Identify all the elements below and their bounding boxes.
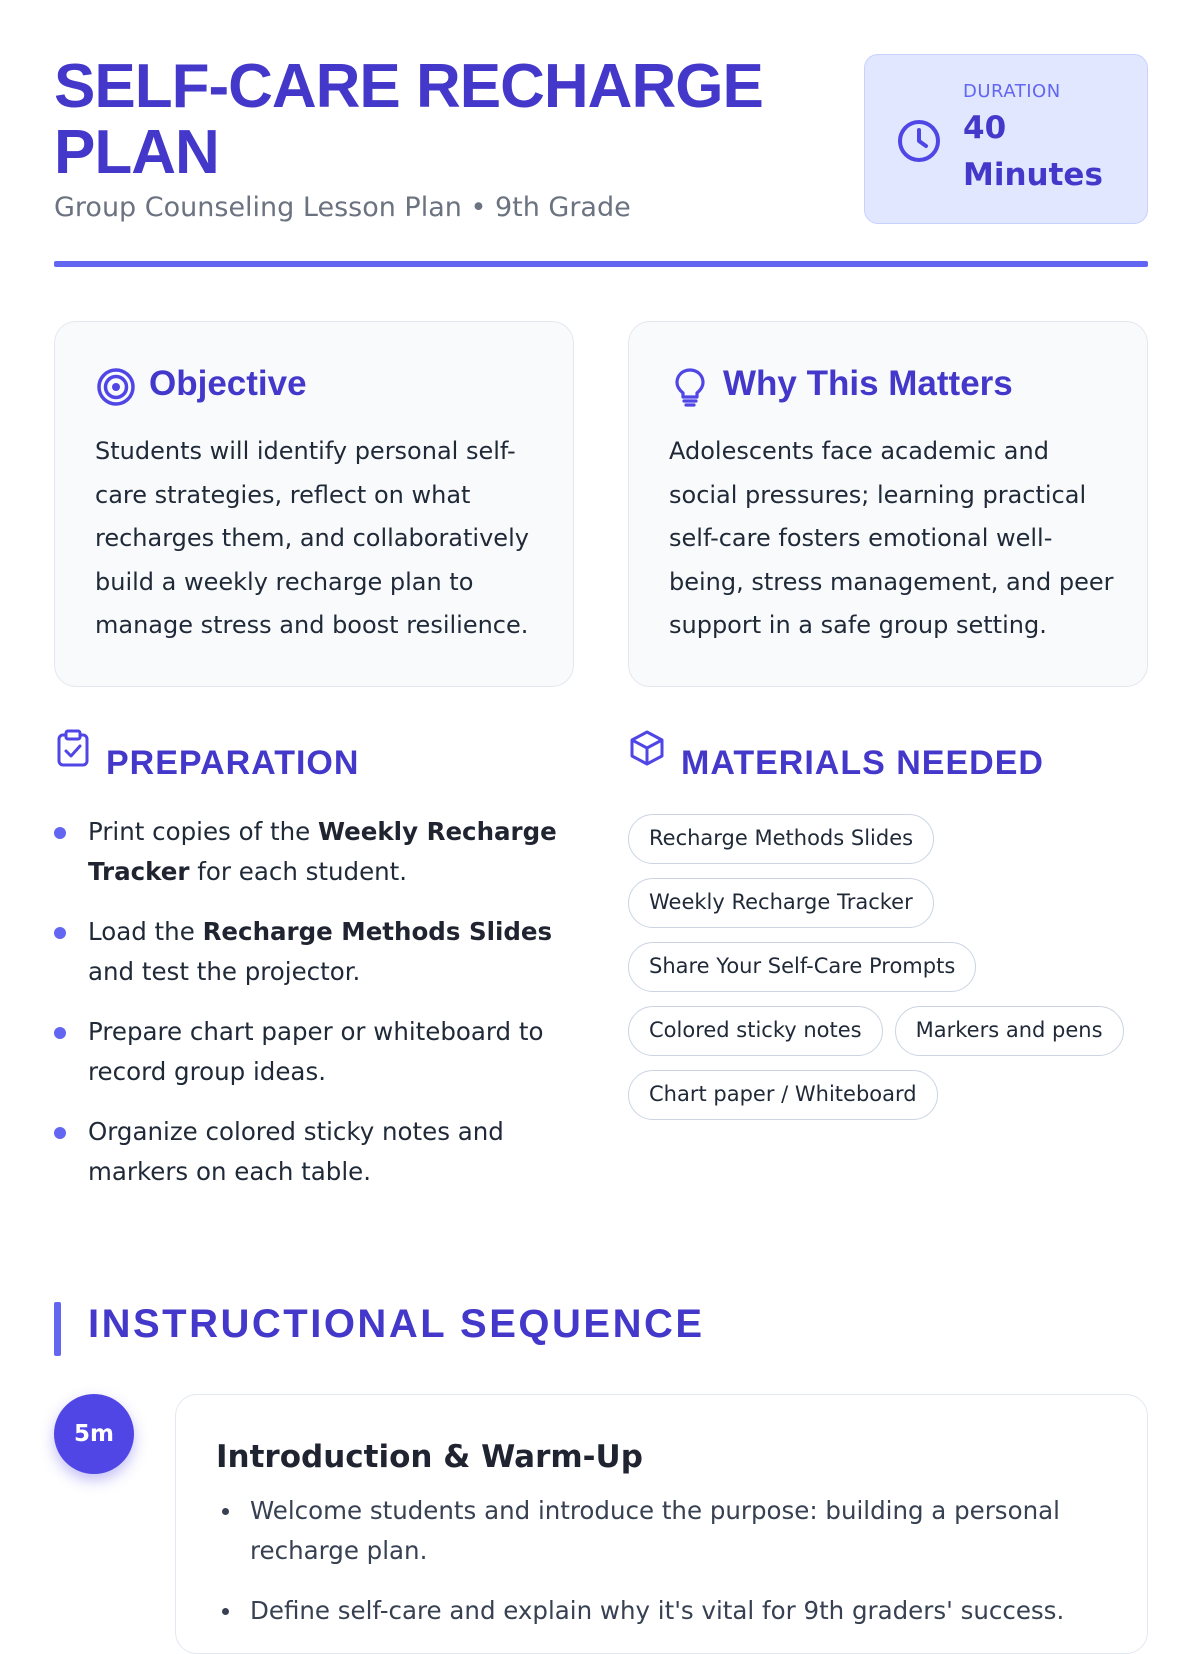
- materials-list: [628, 814, 1148, 1134]
- target-icon: [95, 366, 137, 408]
- materials-heading: MATERIALS NEEDED: [681, 744, 1044, 782]
- objective-title: Objective: [149, 364, 307, 403]
- list-item: Prepare chart paper or whiteboard to record group ideas.: [54, 1012, 574, 1092]
- material-tag: Colored sticky notes: [628, 1006, 883, 1056]
- page-subtitle: Group Counseling Lesson Plan • 9th Grade: [54, 192, 631, 223]
- page-title: SELF-CARE RECHARGE PLAN: [54, 52, 763, 187]
- duration-value: 40 Minutes: [963, 110, 1103, 193]
- material-tag: Weekly Recharge Tracker: [628, 878, 934, 928]
- why-matters-card: [628, 321, 1148, 687]
- preparation-list: [54, 812, 574, 1212]
- material-tag: Share Your Self-Care Prompts: [628, 942, 976, 992]
- material-tag: Recharge Methods Slides: [628, 814, 934, 864]
- material-tag: Markers and pens: [895, 1006, 1124, 1056]
- why-matters-title: Why This Matters: [723, 364, 1013, 403]
- header-divider: [54, 261, 1148, 267]
- preparation-heading: PREPARATION: [106, 744, 360, 782]
- duration-badge: [864, 54, 1148, 224]
- objective-card: [54, 321, 574, 687]
- header: [54, 0, 1148, 268]
- step-bullets: [216, 1491, 1096, 1651]
- step-card: [175, 1394, 1148, 1654]
- material-tag: Chart paper / Whiteboard: [628, 1070, 938, 1120]
- list-item: Organize colored sticky notes and markers on each table.: [54, 1112, 574, 1192]
- lightbulb-icon: [669, 366, 711, 408]
- clipboard-check-icon: [54, 729, 92, 767]
- list-item: Print copies of the Weekly Recharge Tracker for each student.: [54, 812, 574, 892]
- lesson-plan-page: [54, 0, 1148, 1625]
- list-item: Load the Recharge Methods Slides and test the projector.: [54, 912, 574, 992]
- step-time-badge: 5m: [54, 1394, 134, 1474]
- objective-text: Students will identify personal self-care strategies, reflect on what recharges them, and collaboratively build a weekly recharge plan to manage stress and boost resilience.: [95, 437, 529, 639]
- intro-cards: [54, 321, 1148, 687]
- duration-label: DURATION: [963, 81, 1061, 102]
- box-icon: [628, 729, 666, 767]
- clock-icon: [895, 117, 943, 165]
- sequence-heading: INSTRUCTIONAL SEQUENCE: [88, 1302, 705, 1346]
- list-item: Welcome students and introduce the purpose: building a personal recharge plan.: [216, 1491, 1096, 1571]
- why-matters-text: Adolescents face academic and social pressures; learning practical self-care fosters emotional well-being, stress management, and peer support in a safe group setting.: [669, 437, 1114, 639]
- step-title: Introduction & Warm-Up: [216, 1439, 643, 1475]
- section-accent-bar: [54, 1302, 61, 1356]
- list-item: Define self-care and explain why it's vital for 9th graders' success.: [216, 1591, 1096, 1631]
